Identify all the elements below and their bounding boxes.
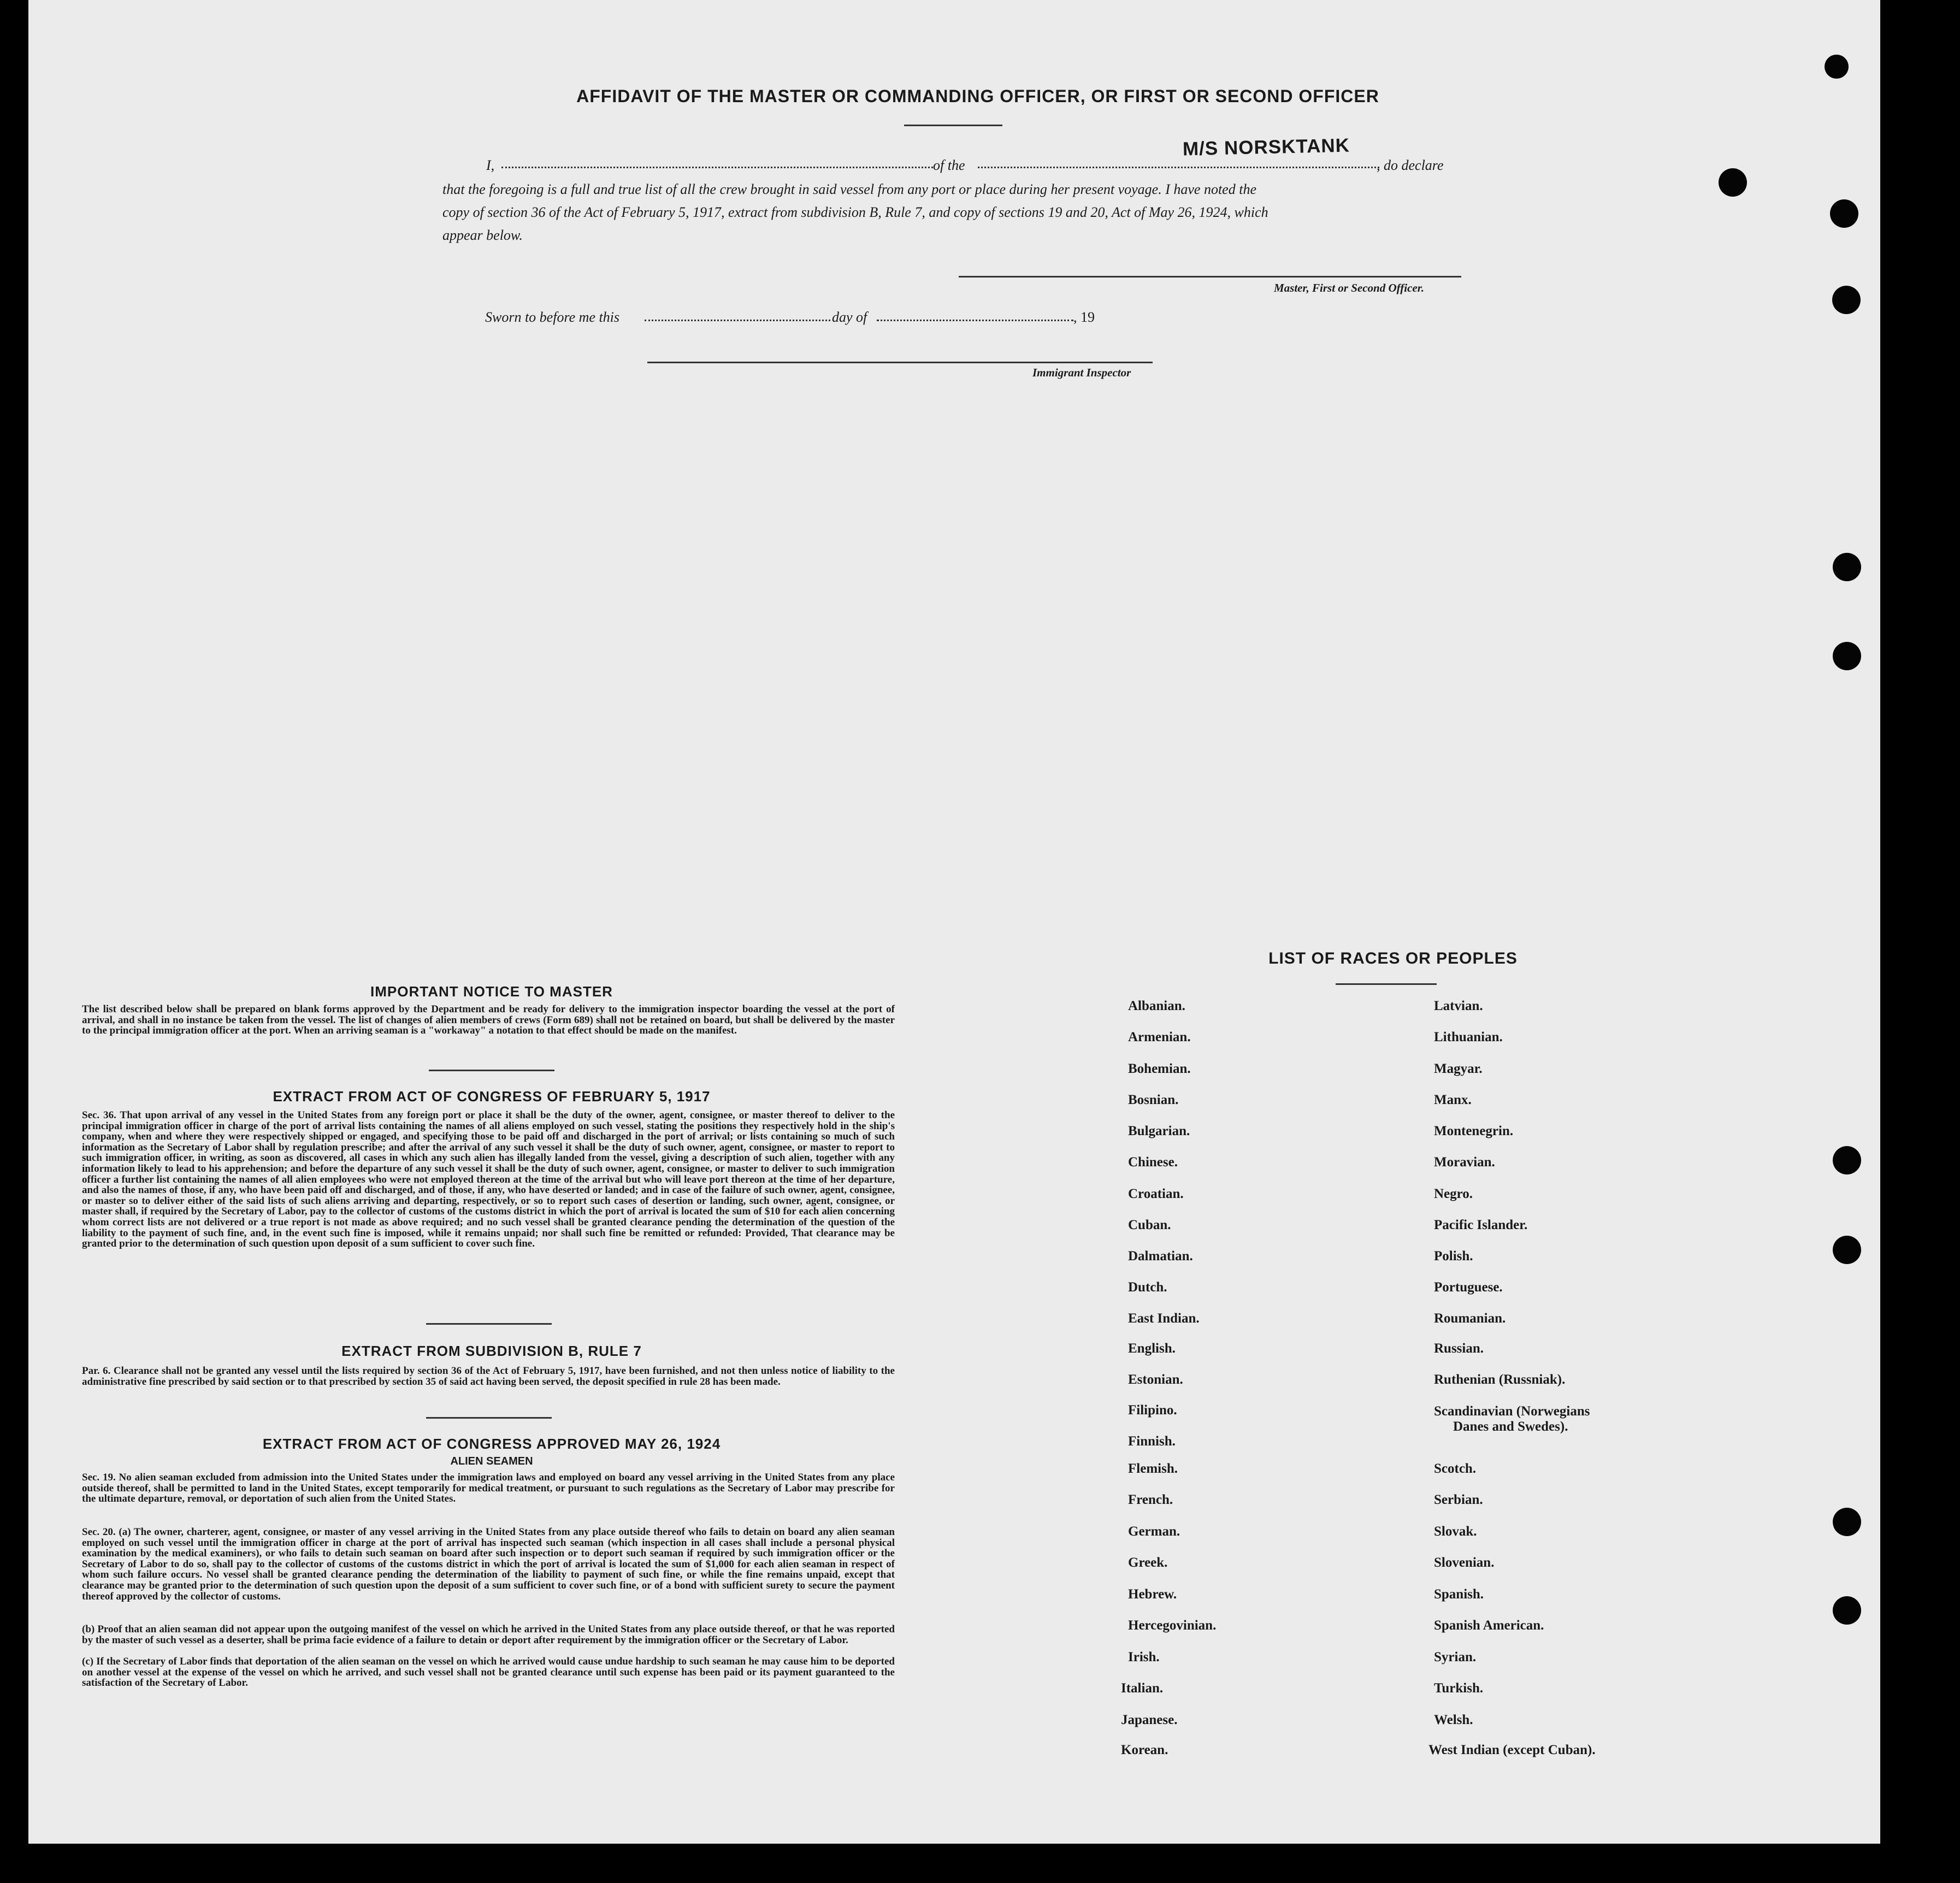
- sec-20a-text: Sec. 20. (a) The owner, charterer, agent, consignee, or master of any vessel arriving in the United States from any place outside thereof who fails to detain on board any alien seaman employed on such vessel until the immigration officer in charge at the port of arrival has inspected such seaman (which inspection in all cases shall include a personal physical examination by the medical examiners), or who fails to detain such seaman on board after such inspection or to deport such seaman if required by such immigration officer or the Secretary of Labor to do so, shall pay to the collector of customs of the customs district in which the port of arrival is located the sum of $1,000 for each alien seaman in respect of whom such failure occurs. No vessel shall be granted clearance pending the determination of the liability to payment of such fine, or while the fine remains unpaid, except that clearance may be granted prior to the determination of such question upon the deposit of a sum sufficient to cover such fine, or of a bond with sufficient surety to secure the payment thereof approved by the collector of customs.: [82, 1526, 895, 1602]
- inspector-signature-line[interactable]: [647, 362, 1153, 363]
- race-item: Polish.: [1434, 1249, 1473, 1264]
- extract-1917-text: Sec. 36. That upon arrival of any vessel in the United States from any foreign port or place it shall be the duty of the owner, agent, consignee, or master thereof to deliver to the principal immigration officer in charge of the port of arrival lists containing the names of all aliens employed on such vessel, stating the positions they respectively hold in the ship's company, when and where they were respectively shipped or engaged, and specifying those to be paid off and discharged in the port of arrival; or lists containing so much of such information as the Secretary of Labor shall by regulation prescribe; and after the arrival of any such vessel it shall be the duty of such owner, agent, consignee, or master to report to such immigration officer, in writing, as soon as discovered, all cases in which any such alien has illegally landed from the vessel, giving a description of such alien, together with any information likely to lead to his apprehension; and before the departure of any such vessel it shall be the duty of such owner, agent, consignee, or master to deliver to such immigration officer a further list containing the names of all alien employees who were not employed thereon at the time of the arrival but who will leave port thereon at the time of her departure, and also the names of those, if any, who have been paid off and discharged, and of those, if any, who have deserted or landed; and in case of the failure of such owner, agent, consignee, or master so to deliver either of the said lists of such aliens arriving and departing, respectively, or so to report such cases of desertion or landing, such owner, agent, consignee, or master shall, if required by the Secretary of Labor, pay to the collector of customs of the customs district in which the port of arrival is located the sum of $10 for each alien concerning whom correct lists are not delivered or a true report is not made as above required; and no such vessel shall be granted clearance pending the determination of the question of the liability to the payment of such fine, and, in the event such fine is imposed, while it remains unpaid; nor shall such fine be remitted or refunded: Provided, That clearance may be granted prior to the determination of such question upon deposit of a sum sufficient to cover such fine.: [82, 1109, 895, 1250]
- race-item: Lithuanian.: [1434, 1030, 1503, 1044]
- race-item: Magyar.: [1434, 1061, 1483, 1076]
- officer-name-field[interactable]: [501, 167, 933, 168]
- punch-hole: [1833, 553, 1861, 581]
- affidavit-body-line: appear below.: [442, 227, 523, 243]
- title-divider: [904, 125, 1002, 126]
- punch-hole: [1832, 286, 1861, 314]
- sec-20b-text: (b) Proof that an alien seaman did not appear upon the outgoing manifest of the vessel on which he arrived in the United States from any place outside thereof, or that he was reported by the master of such vessel as a deserter, shall be prima facie evidence of a failure to detain or deport after requirement by the immigration officer or the Secretary of Labor.: [82, 1624, 895, 1646]
- race-item: Japanese.: [1121, 1713, 1178, 1727]
- race-item: Dalmatian.: [1128, 1249, 1193, 1264]
- race-item: Dutch.: [1128, 1280, 1167, 1295]
- race-item: Roumanian.: [1434, 1311, 1506, 1326]
- race-item: Bulgarian.: [1128, 1124, 1190, 1138]
- section-divider: [426, 1323, 552, 1325]
- race-item: Scandinavian (Norwegians: [1434, 1404, 1590, 1419]
- race-item: Armenian.: [1128, 1030, 1191, 1044]
- section-divider: [429, 1070, 554, 1071]
- race-item: Filipino.: [1128, 1403, 1177, 1418]
- vessel-name: M/S NORSKTANK: [1182, 134, 1350, 160]
- race-item: Slovenian.: [1434, 1555, 1495, 1570]
- day-of-label: day of: [832, 309, 867, 325]
- race-item: Slovak.: [1434, 1524, 1477, 1539]
- race-item: Russian.: [1434, 1341, 1484, 1356]
- affidavit-declare: , do declare: [1377, 157, 1444, 173]
- race-item: Syrian.: [1434, 1650, 1477, 1664]
- race-item: Spanish American.: [1434, 1618, 1544, 1633]
- race-item: Moravian.: [1434, 1155, 1495, 1170]
- punch-hole: [1833, 1508, 1861, 1536]
- inspector-caption: Immigrant Inspector: [1032, 366, 1131, 379]
- extract-1917-title: EXTRACT FROM ACT OF CONGRESS OF FEBRUARY 5, 1917: [273, 1088, 711, 1105]
- notice-text: The list described below shall be prepared on blank forms approved by the Department and be ready for delivery to the immigration inspector boarding the vessel at the port of arrival, and shall in no instance be taken from the vessel. The list of changes of alien members of crews (Form 689) shall not be retained on board, but shall be delivered by the master to the principal immigration officer at the port. When an arriving seaman is a "workaway" a notation to that effect should be made on the manifest.: [82, 1004, 895, 1037]
- punch-hole: [1833, 1146, 1861, 1174]
- race-item: West Indian (except Cuban).: [1428, 1743, 1596, 1757]
- race-item: Korean.: [1121, 1743, 1168, 1757]
- punch-hole: [1830, 199, 1858, 228]
- races-title: LIST OF RACES OR PEOPLES: [1268, 949, 1518, 967]
- race-item: Spanish.: [1434, 1587, 1484, 1602]
- extract-rule7-text: Par. 6. Clearance shall not be granted any vessel until the lists required by section 36 of the Act of February 5, 1917, have been furnished, and not then unless notice of liability to the administrative fine prescribed by said section or to that prescribed by section 35 of said act having been served, the deposit specified in rule 28 has been made.: [82, 1365, 895, 1388]
- race-item: Scotch.: [1434, 1461, 1477, 1476]
- sworn-label: Sworn to before me this: [485, 309, 620, 325]
- race-item: Turkish.: [1434, 1681, 1484, 1696]
- race-item: Ruthenian (Russniak).: [1434, 1372, 1566, 1387]
- affidavit-body-line: that the foregoing is a full and true list of all the crew brought in said vessel from any port or place during her present voyage. I have noted the: [442, 181, 1256, 197]
- race-item: Chinese.: [1128, 1155, 1178, 1170]
- race-item: Negro.: [1434, 1187, 1473, 1201]
- sec-20c-text: (c) If the Secretary of Labor finds that deportation of the alien seaman on the vessel on which he arrived would cause undue hardship to such seaman he may cause him to be deported on another vessel at the expense of the vessel on which he arrived, and such vessel shall not be granted clearance until such expense has been paid or its payment guaranteed to the satisfaction of the Secretary of Labor.: [82, 1656, 895, 1689]
- section-divider: [426, 1417, 552, 1419]
- race-item: Bosnian.: [1128, 1093, 1179, 1107]
- extract-1924-title: EXTRACT FROM ACT OF CONGRESS APPROVED MAY 26, 1924: [262, 1436, 721, 1452]
- race-item: Danes and Swedes).: [1453, 1419, 1568, 1434]
- master-signature-line[interactable]: [959, 276, 1461, 278]
- race-item: Greek.: [1128, 1555, 1168, 1570]
- race-item: Flemish.: [1128, 1461, 1178, 1476]
- race-item: Manx.: [1434, 1093, 1472, 1107]
- race-item: Estonian.: [1128, 1372, 1183, 1387]
- race-item: Hebrew.: [1128, 1587, 1177, 1602]
- race-item: French.: [1128, 1492, 1173, 1507]
- sec-19-text: Sec. 19. No alien seaman excluded from admission into the United States under the immigration laws and employed on board any vessel arriving in the United States from any place outside thereof, shall be permitted to land in the United States, except temporarily for medical treatment, or pursuant to such regulations as the Secretary of Labor may prescribe for the ultimate departure, removal, or deportation of such alien from the United States.: [82, 1472, 895, 1505]
- race-item: German.: [1128, 1524, 1180, 1539]
- affidavit-of-the: of the: [933, 157, 965, 173]
- sworn-day-field[interactable]: [645, 320, 830, 321]
- punch-hole: [1833, 1596, 1861, 1625]
- vessel-name-field[interactable]: [978, 167, 1379, 168]
- punch-hole: [1719, 168, 1747, 197]
- race-item: Pacific Islander.: [1434, 1218, 1528, 1232]
- notice-title: IMPORTANT NOTICE TO MASTER: [370, 983, 613, 1000]
- race-item: East Indian.: [1128, 1311, 1200, 1326]
- affidavit-body-line: copy of section 36 of the Act of February 5, 1917, extract from subdivision B, Rule 7, and copy of sections 19 and 20, Act of May 26, 1924, which: [442, 204, 1268, 220]
- extract-rule7-title: EXTRACT FROM SUBDIVISION B, RULE 7: [341, 1343, 642, 1359]
- race-item: Montenegrin.: [1434, 1124, 1514, 1138]
- punch-hole: [1833, 1236, 1861, 1264]
- race-item: Latvian.: [1434, 999, 1483, 1013]
- punch-hole: [1825, 55, 1849, 79]
- alien-seamen-subtitle: ALIEN SEAMEN: [450, 1455, 533, 1467]
- races-divider: [1336, 983, 1437, 985]
- race-item: English.: [1128, 1341, 1176, 1356]
- punch-hole: [1833, 642, 1861, 670]
- race-item: Welsh.: [1434, 1713, 1473, 1727]
- affidavit-line-i: I,: [486, 157, 495, 173]
- race-item: Portuguese.: [1434, 1280, 1503, 1295]
- race-item: Albanian.: [1128, 999, 1185, 1013]
- race-item: Finnish.: [1128, 1434, 1176, 1449]
- master-signature-caption: Master, First or Second Officer.: [1274, 281, 1424, 294]
- race-item: Irish.: [1128, 1650, 1160, 1664]
- year-label: , 19: [1073, 309, 1095, 325]
- sworn-month-field[interactable]: [877, 320, 1073, 321]
- race-item: Serbian.: [1434, 1492, 1483, 1507]
- affidavit-title: AFFIDAVIT OF THE MASTER OR COMMANDING OFFICER, OR FIRST OR SECOND OFFICER: [576, 86, 1379, 106]
- race-item: Hercegovinian.: [1128, 1618, 1217, 1633]
- race-item: Cuban.: [1128, 1218, 1171, 1232]
- race-item: Italian.: [1121, 1681, 1164, 1696]
- race-item: Croatian.: [1128, 1187, 1184, 1201]
- race-item: Bohemian.: [1128, 1061, 1191, 1076]
